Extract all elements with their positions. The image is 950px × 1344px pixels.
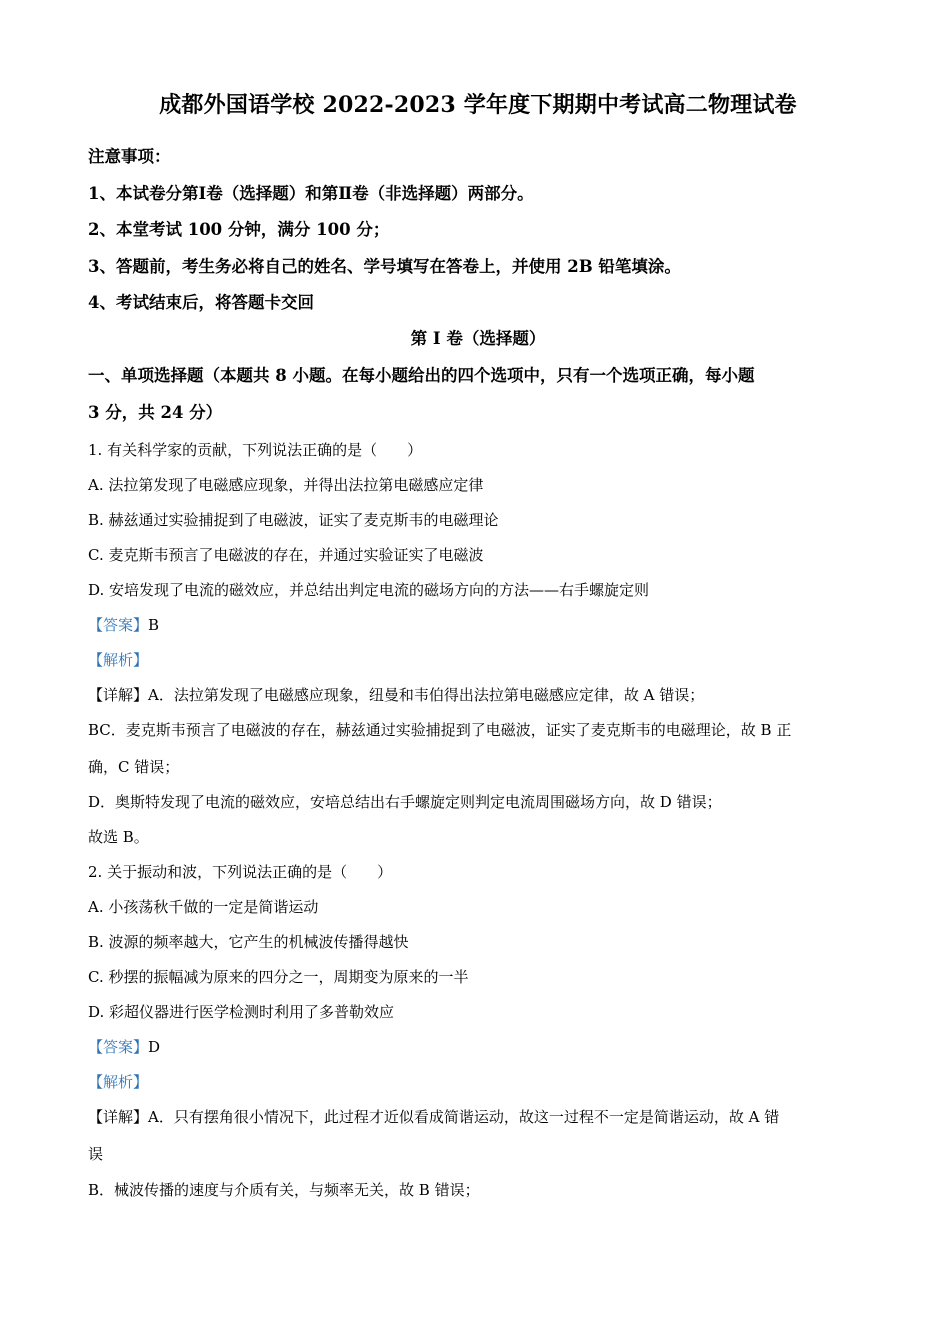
notice-heading: 注意事项： xyxy=(88,147,171,166)
notice-item-4: 4、考试结束后，将答题卡交回 xyxy=(88,293,314,312)
q1-answer xyxy=(88,615,868,635)
q1-answer-tag: 【答案】 xyxy=(88,616,149,634)
q1-detail-1: 【详解】A．法拉第发现了电磁感应现象，纽曼和韦伯得出法拉第电磁感应定律，故 A 错误； xyxy=(88,686,705,704)
q2-detail-1: 【详解】A．只有摆角很小情况下，此过程才近似看成简谐运动，故这一过程不一定是简谐运动，故 A 错 xyxy=(88,1108,780,1126)
q2-option-a: A. 小孩荡秋千做的一定是简谐运动 xyxy=(88,898,319,916)
q1-option-b: B. 赫兹通过实验捕捉到了电磁波，证实了麦克斯韦的电磁理论 xyxy=(88,511,499,529)
q2-option-b: B. 波源的频率越大，它产生的机械波传播得越快 xyxy=(88,933,409,951)
q2-detail-2: 误 xyxy=(88,1145,104,1163)
q1-detail-3: 确，C 错误； xyxy=(88,758,180,776)
exam-title: 成都外国语学校 2022-2023 学年度下期期中考试高二物理试卷 xyxy=(159,92,797,118)
q1-analysis-tag: 【解析】 xyxy=(88,651,149,669)
part1-heading-line1: 一、单项选择题（本题共 8 小题。在每小题给出的四个选项中，只有一个选项正确，每小题 xyxy=(88,366,755,385)
notice-item-3: 3、答题前，考生务必将自己的姓名、学号填写在答卷上，并使用 2B 铅笔填涂。 xyxy=(88,257,681,276)
q1-option-c: C. 麦克斯韦预言了电磁波的存在，并通过实验证实了电磁波 xyxy=(88,546,484,564)
q2-detail-3: B．械波传播的速度与介质有关，与频率无关，故 B 错误； xyxy=(88,1181,480,1199)
q1-stem: 1. 有关科学家的贡献，下列说法正确的是（ ） xyxy=(88,441,423,459)
section-title: 第 I 卷（选择题） xyxy=(410,329,546,348)
notice-item-1: 1、本试卷分第Ⅰ卷（选择题）和第Ⅱ卷（非选择题）两部分。 xyxy=(88,184,534,203)
q1-answer-value: B xyxy=(148,616,160,634)
q1-detail-5: 故选 B。 xyxy=(88,828,149,846)
q2-option-d: D. 彩超仪器进行医学检测时利用了多普勒效应 xyxy=(88,1003,395,1021)
q1-detail-4: D．奥斯特发现了电流的磁效应，安培总结出右手螺旋定则判定电流周围磁场方向，故 D 错误； xyxy=(88,793,722,811)
q2-option-c: C. 秒摆的振幅减为原来的四分之一，周期变为原来的一半 xyxy=(88,968,469,986)
q1-detail-2: BC．麦克斯韦预言了电磁波的存在，赫兹通过实验捕捉到了电磁波，证实了麦克斯韦的电磁理论，故 B 正 xyxy=(88,721,792,739)
q1-option-d: D. 安培发现了电流的磁效应，并总结出判定电流的磁场方向的方法——右手螺旋定则 xyxy=(88,581,650,599)
part1-heading-line2: 3 分，共 24 分） xyxy=(88,403,223,422)
q2-answer-tag: 【答案】 xyxy=(88,1038,149,1056)
q2-answer xyxy=(88,1037,868,1057)
q1-option-a: A. 法拉第发现了电磁感应现象，并得出法拉第电磁感应定律 xyxy=(88,476,484,494)
q2-answer-value: D xyxy=(148,1038,161,1056)
q2-stem: 2. 关于振动和波，下列说法正确的是（ ） xyxy=(88,863,393,881)
notice-item-2: 2、本堂考试 100 分钟，满分 100 分； xyxy=(88,220,390,239)
q2-analysis-tag: 【解析】 xyxy=(88,1073,149,1091)
